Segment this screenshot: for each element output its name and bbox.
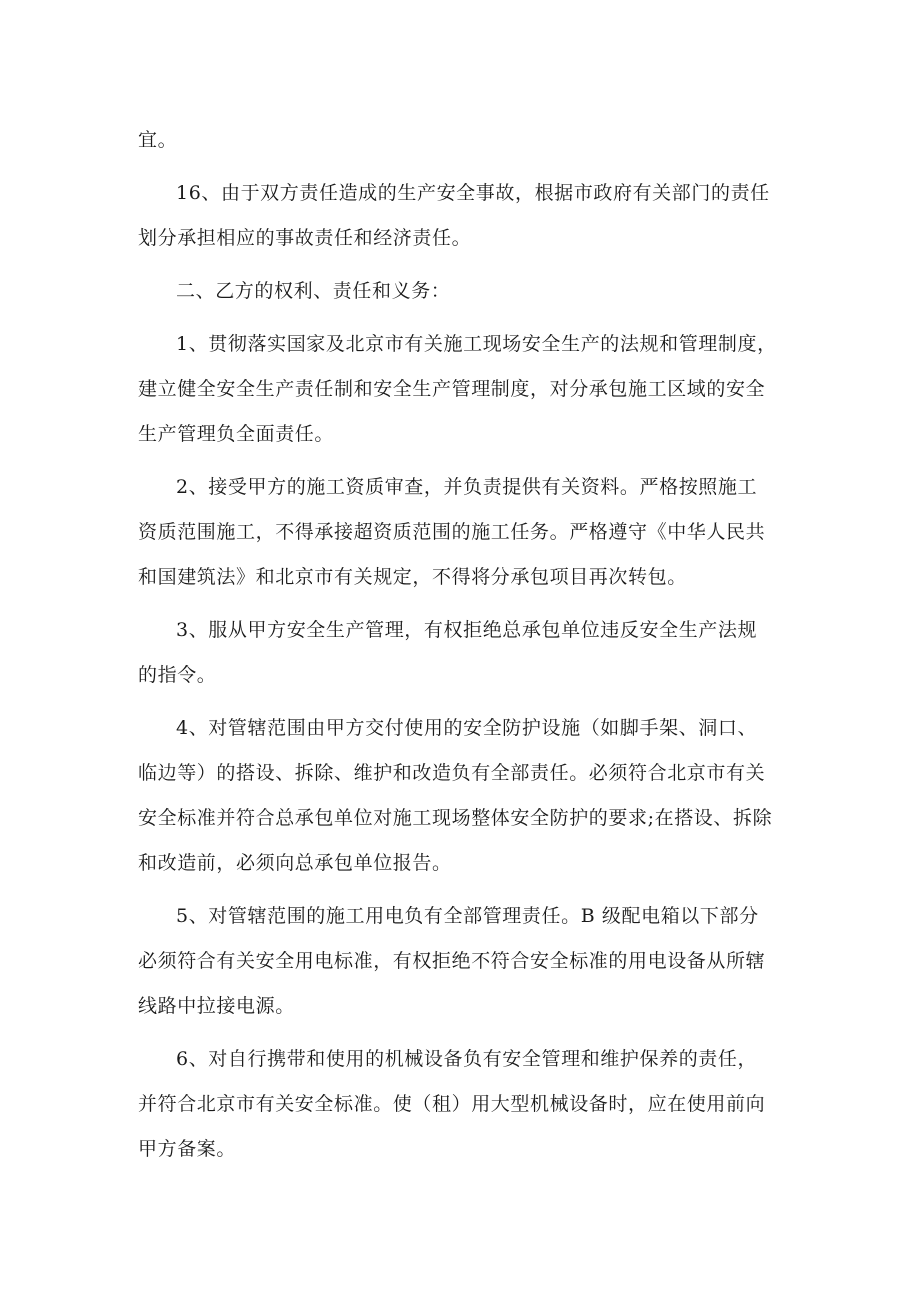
paragraph-continuation: 宜。: [138, 129, 178, 151]
paragraph-6: 6、对自行携带和使用的机械设备负有安全管理和维护保养的责任， 并符合北京市有关安全标准。使（租）用大型机械设备时，应在使用前向 甲方备案。: [138, 1048, 766, 1160]
paragraph-4: 4、对管辖范围由甲方交付使用的安全防护设施（如脚手架、洞口、 临边等）的搭设、拆除、维护和改造负有全部责任。必须符合北京市有关 安全标准并符合总承包单位对施工现场整体安全防护的要求;在搭设、拆除 和改造前，必须向总承包单位报告。: [138, 717, 773, 874]
paragraph-2: 2、接受甲方的施工资质审查，并负责提供有关资料。严格按照施工 资质范围施工，不得承接超资质范围的施工任务。严格遵守《中华人民共 和国建筑法》和北京市有关规定，不得将分承包项目再次转包。: [138, 476, 766, 588]
paragraph-1: 1、贯彻落实国家及北京市有关施工现场安全生产的法规和管理制度， 建立健全安全生产责任制和安全生产管理制度，对分承包施工区域的安全 生产管理负全面责任。: [138, 333, 777, 445]
paragraph-5: 5、对管辖范围的施工用电负有全部管理责任。B 级配电箱以下部分 必须符合有关安全用电标准，有权拒绝不符合安全标准的用电设备从所辖 线路中拉接电源。: [138, 905, 766, 1017]
document-body: [138, 118, 786, 1180]
paragraph-16: 16、由于双方责任造成的生产安全事故，根据市政府有关部门的责任 划分承担相应的事故责任和经济责任。: [138, 182, 770, 249]
paragraph-3: 3、服从甲方安全生产管理，有权拒绝总承包单位违反安全生产法规 的指令。: [138, 619, 758, 686]
section-heading-party-b: 二、乙方的权利、责任和义务：: [176, 280, 451, 302]
